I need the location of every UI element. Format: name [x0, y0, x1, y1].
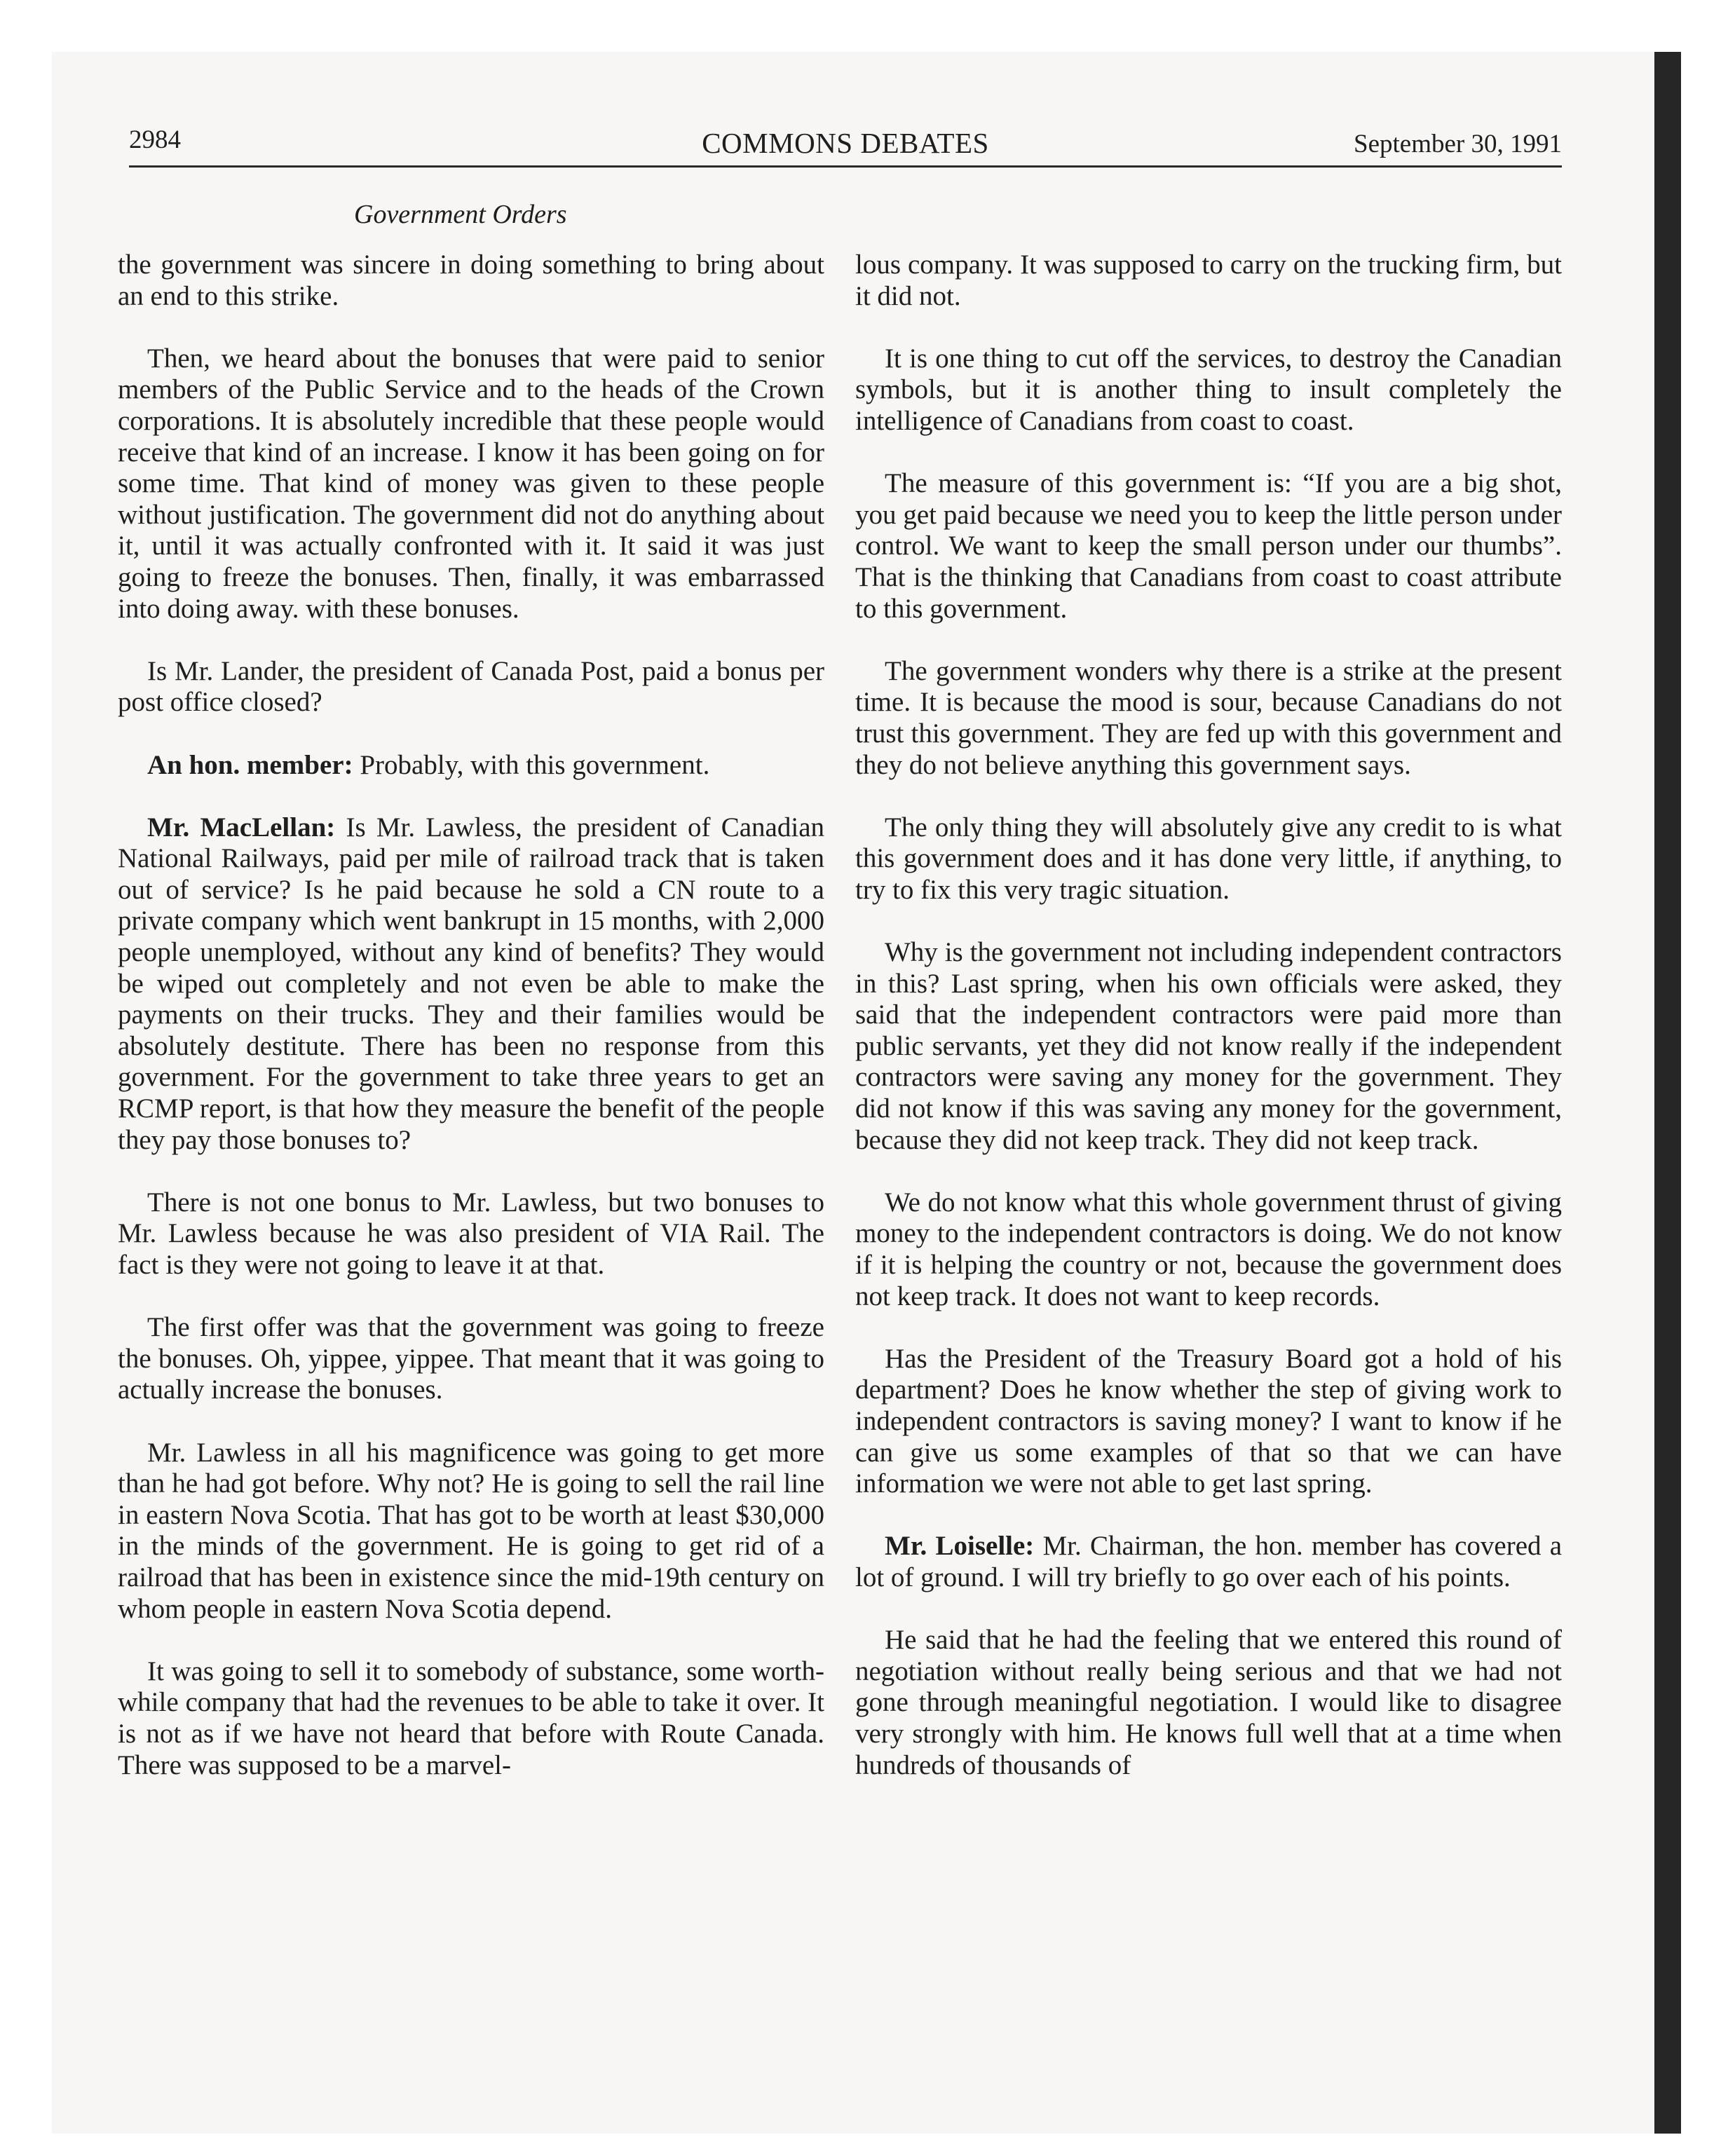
paragraph	[118, 343, 824, 625]
paragraph-text: Is Mr. Lander, the president of Canada Post, paid a bonus per post office closed?	[118, 655, 824, 718]
paragraph	[855, 250, 1562, 312]
paragraph	[855, 1187, 1562, 1312]
journal-title: COMMONS DEBATES	[702, 127, 989, 159]
paragraph	[855, 1531, 1562, 1593]
paragraph-text: Mr. Chairman, the hon. member has covered a lot of ground. I will try briefly to go over each of his points.	[855, 1531, 1563, 1592]
paragraph	[855, 937, 1562, 1156]
paragraph	[855, 656, 1562, 781]
running-header	[129, 125, 1562, 168]
paragraph	[118, 1438, 824, 1625]
page-number: 2984	[129, 125, 181, 154]
paragraph-text: Is Mr. Lawless, the president of Canadian National Railways, paid per mile of railroad track that is taken out of service? Is he paid because he sold a CN route to a private company which went bankrupt in 15 months, with 2,000 people unemployed, without any kind of benefits? They would be wiped out completely and not even be able to make the payments on their trucks. They and their families would be absolutely destitute. There has been no response from this government. For the government to take three years to get an RCMP report, is that how they measure the benefit of the people they pay those bonuses to?	[118, 812, 824, 1155]
section-title: Government Orders	[354, 200, 567, 229]
paragraph	[855, 812, 1562, 906]
paragraph	[118, 812, 824, 1157]
speaker-name: Mr. Loiselle:	[885, 1531, 1035, 1562]
paragraph	[118, 250, 824, 312]
paragraph-text: Probably, with this government.	[360, 749, 710, 780]
paragraph	[118, 750, 824, 782]
paragraph	[855, 1344, 1562, 1500]
paragraph-text: the government was sincere in doing something to bring about an end to this strike.	[118, 250, 824, 311]
paragraph-text: Mr. Lawless in all his magnificence was going to get more than he had got before. Why not? He is going to sell the rail line in eastern Nova Scotia. That has got to be worth at least $30,000 in the minds of the government. He is going to get rid of a railroad that has been in existence since the mid-19th century on whom people in eastern Nova Scotia depend.	[118, 1437, 824, 1624]
paragraph	[118, 656, 824, 718]
paragraph-text: Why is the government not including independent contractors in this? Last spring, when his own officials were asked, they said that the independent contractors were paid more than public servants, yet they did not know really if the independent contractors were saving any money for the government. They did not know if this was saving any money for the government, because they did not keep track. They did not keep track.	[855, 937, 1562, 1155]
paragraph-text: The government wonders why there is a strike at the present time. It is because the mood is sour, because Canadians do not trust this government. They are fed up with this government and they do not believe anything this government says.	[855, 655, 1562, 780]
paragraph-text: It was going to sell it to somebody of substance, some worth-while company that had the revenues to be able to take it over. It is not as if we have not heard that before with Route Canada. There was supposed to be a marvel-	[118, 1656, 824, 1780]
paragraph-text: There is not one bonus to Mr. Lawless, but two bonuses to Mr. Lawless because he was also president of VIA Rail. The fact is they were not going to leave it at that.	[118, 1187, 824, 1280]
paragraph-text: It is one thing to cut off the services, to destroy the Canadian symbols, but it is another thing to insult completely the intelligence of Canadians from coast to coast.	[855, 343, 1562, 436]
header-date: September 30, 1991	[1354, 130, 1562, 158]
paragraph-text: Then, we heard about the bonuses that were paid to senior members of the Public Service and to the heads of the Crown corporations. It is absolutely incredible that these people would receive that kind of an increase. I know it has been going on for some time. That kind of money was given to these people without justification. The government did not do anything about it, until it was actually confronted with it. It said it was just going to freeze the bonuses. Then, finally, it was embarrassed into doing away. with these bonuses.	[118, 343, 824, 624]
paragraph-text: He said that he had the feeling that we entered this round of negotiation without really being serious and that we had not gone through meaningful negotiation. I would like to disagree very strongly with him. He knows full well that at a time when hundreds of thousands of	[855, 1625, 1562, 1780]
paragraph	[855, 1625, 1562, 1781]
paragraph-text: We do not know what this whole government thrust of giving money to the independent contractors is doing. We do not know if it is helping the country or not, because the government does not keep track. It does not want to keep records.	[855, 1187, 1562, 1311]
paragraph	[855, 343, 1562, 437]
paragraph	[855, 468, 1562, 625]
paragraph	[118, 1656, 824, 1781]
paragraph-text: The first offer was that the government was going to freeze the bonuses. Oh, yippee, yippee. That meant that it was going to actually increase the bonuses.	[118, 1312, 824, 1405]
speaker-name: An hon. member:	[147, 749, 353, 780]
paragraph-text: Has the President of the Treasury Board got a hold of his department? Does he know whether the step of giving work to independent contractors is saving money? I want to know if he can give us some examples of that so that we can have information we were not able to get last spring.	[855, 1343, 1562, 1499]
paragraph-text: The measure of this government is: “If you are a big shot, you get paid because we need you to keep the little person under control. We want to keep the small person under our thumbs”. That is the thinking that Canadians from coast to coast attribute to this government.	[855, 468, 1562, 624]
left-column	[118, 250, 824, 1813]
paragraph-text: The only thing they will absolutely give any credit to is what this government does and it has done very little, if anything, to try to fix this very tragic situation.	[855, 812, 1562, 905]
paragraph-text: lous company. It was supposed to carry on the trucking firm, but it did not.	[855, 250, 1562, 311]
right-column	[855, 250, 1562, 1813]
paragraph	[118, 1312, 824, 1406]
speaker-name: Mr. MacLellan:	[147, 812, 336, 842]
paragraph	[118, 1187, 824, 1281]
